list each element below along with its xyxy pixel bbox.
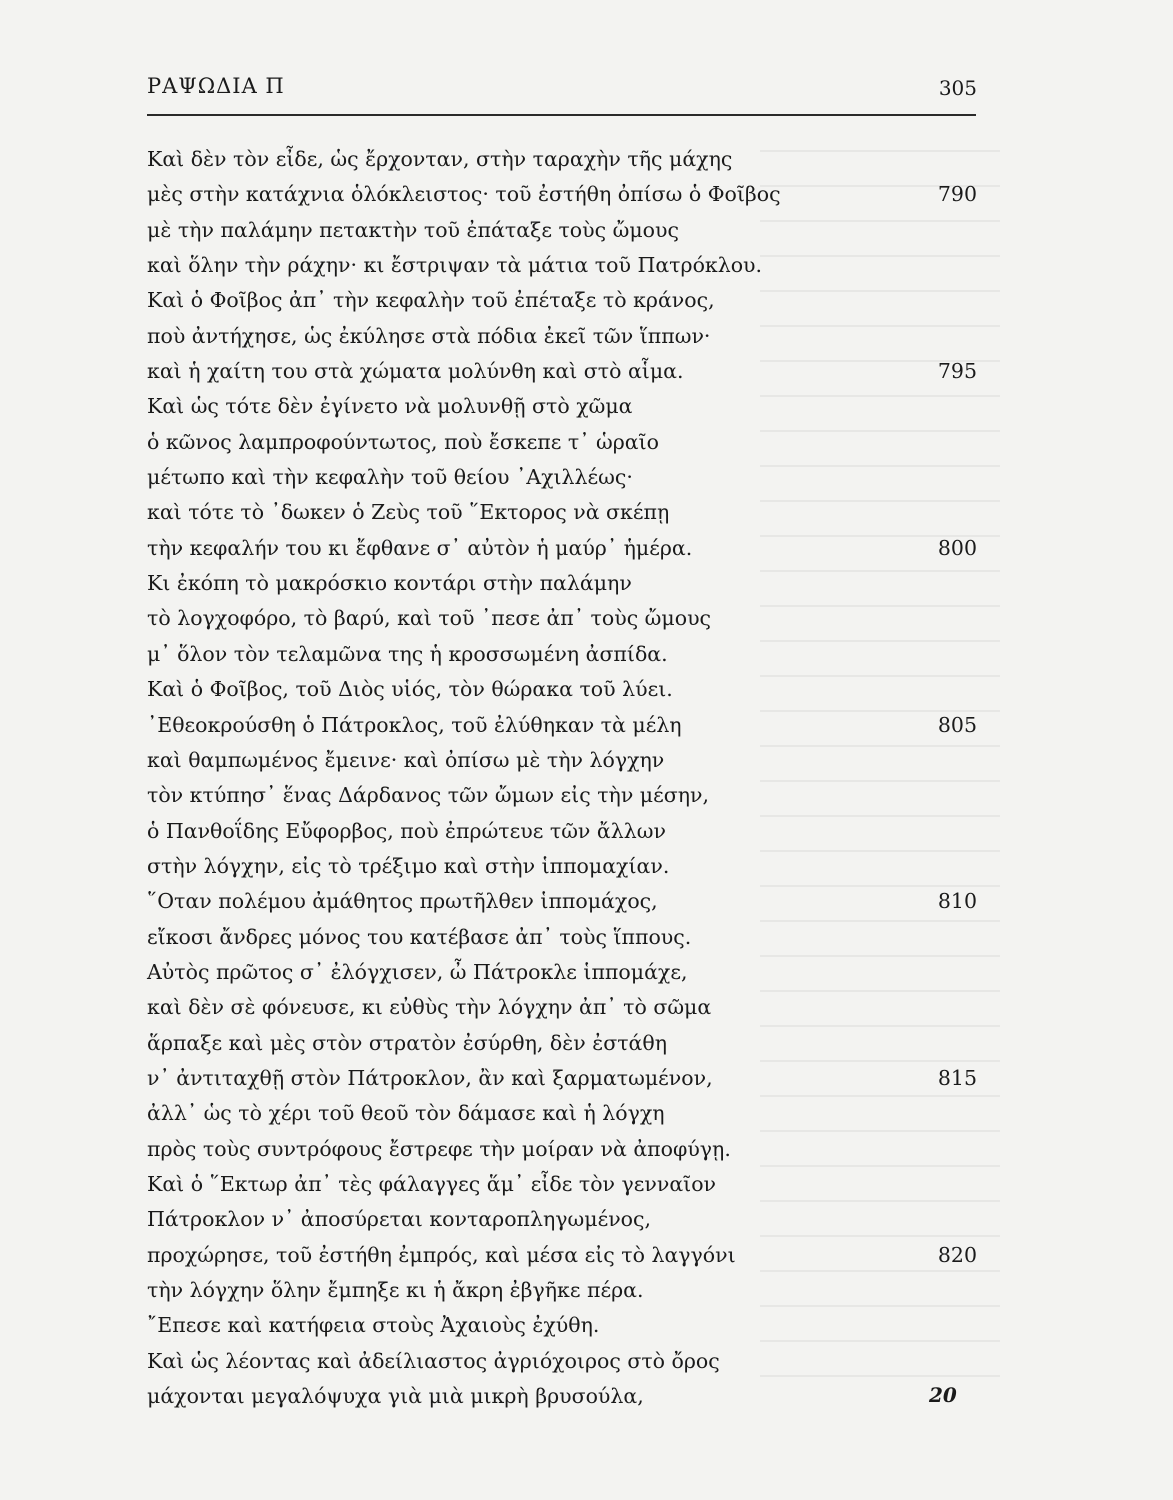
verse-text: προχώρησε, τοῦ ἐστήθη ἐμπρός, καὶ μέσα εἰς τὸ λαγγόνι [147, 1242, 736, 1267]
verse-text: ἅρπαξε καὶ μὲς στὸν στρατὸν ἐσύρθη, δὲν ἐστάθη [147, 1030, 668, 1055]
verse-text: τὸν κτύπησ᾽ ἕνας Δάρδανος τῶν ὤμων εἰς τὴν μέσην, [147, 783, 710, 808]
verse-text: ῞Οταν πολέμου ἀμάθητος πρωτῆλθεν ἱππομάχος, [147, 889, 658, 914]
signature-mark: 20 [929, 1383, 957, 1407]
verse-line [147, 778, 977, 813]
verse-text: καὶ τότε τὸ ᾿δωκεν ὁ Ζεὺς τοῦ ῞Εκτορος νὰ σκέπῃ [147, 500, 670, 525]
line-number: 820 [937, 1242, 977, 1267]
verse-text: Κι ἐκόπη τὸ μακρόσκιο κοντάρι στὴν παλάμην [147, 571, 632, 596]
line-number: 810 [937, 889, 977, 914]
verse-text: ῎Επεσε καὶ κατήφεια στοὺς Ἀχαιοὺς ἐχύθη. [147, 1313, 600, 1338]
verse-line [147, 389, 977, 424]
verse-line [147, 531, 977, 566]
verse-text: τὸ λογχοφόρο, τὸ βαρύ, καὶ τοῦ ᾿πεσε ἀπ᾽ τοὺς ὤμους [147, 606, 712, 631]
verse-text: καὶ δὲν σὲ φόνευσε, κι εὐθὺς τὴν λόγχην ἀπ᾽ τὸ σῶμα [147, 995, 712, 1020]
verse-text: καὶ ὅλην τὴν ράχην· κι ἔστριψαν τὰ μάτια τοῦ Πατρόκλου. [147, 253, 763, 278]
verse-line [147, 142, 977, 177]
verse-line [147, 354, 977, 389]
verse-text: μ᾽ ὅλον τὸν τελαμῶνα της ἡ κροσσωμένη ἀσπίδα. [147, 641, 668, 666]
verse-line [147, 248, 977, 283]
verse-text: μὲς στὴν κατάχνια ὁλόκλειστος· τοῦ ἐστήθη ὀπίσω ὁ Φοῖβος [147, 182, 781, 207]
verse-text: Καὶ ὁ Φοῖβος ἀπ᾽ τὴν κεφαλὴν τοῦ ἐπέταξε τὸ κράνος, [147, 288, 715, 313]
verse-text: Καὶ δὲν τὸν εἶδε, ὡς ἔρχονταν, στὴν ταραχὴν τῆς μάχης [147, 147, 733, 171]
page-header [147, 74, 977, 110]
line-number: 795 [937, 359, 977, 384]
verse-text: Πάτροκλον ν᾽ ἀποσύρεται κονταροπληγωμένος, [147, 1207, 651, 1232]
verse-line [147, 1132, 977, 1167]
verse-text: μάχονται μεγαλόψυχα γιὰ μιὰ μικρὴ βρυσούλα, [147, 1384, 644, 1409]
verse-text: καὶ ἡ χαίτη του στὰ χώματα μολύνθη καὶ στὸ αἷμα. [147, 359, 684, 384]
verse-line [147, 1273, 977, 1308]
verse-text: μὲ τὴν παλάμην πετακτὴν τοῦ ἐπάταξε τοὺς ὤμους [147, 217, 679, 242]
verse-text: πρὸς τοὺς συντρόφους ἔστρεφε τὴν μοίραν νὰ ἀποφύγῃ. [147, 1136, 731, 1161]
verse-line [147, 283, 977, 318]
verse-line [147, 1096, 977, 1131]
verse-list [147, 142, 977, 1414]
verse-line [147, 425, 977, 460]
verse-line [147, 1167, 977, 1202]
verse-line [147, 1379, 977, 1414]
line-number: 800 [937, 535, 977, 560]
verse-text: ὁ κῶνος λαμπροφούντωτος, ποὺ ἔσκεπε τ᾽ ὡραῖο [147, 429, 660, 454]
verse-line [147, 708, 977, 743]
verse-line [147, 495, 977, 530]
verse-line [147, 1344, 977, 1379]
line-number: 805 [937, 712, 977, 737]
verse-text: ὁ Πανθοΐδης Εὔφορβος, ποὺ ἐπρώτευε τῶν ἄλλων [147, 818, 666, 843]
verse-line [147, 884, 977, 919]
verse-text: ἀλλ᾽ ὡς τὸ χέρι τοῦ θεοῦ τὸν δάμασε καὶ ἡ λόγχη [147, 1101, 665, 1126]
verse-text: μέτωπο καὶ τὴν κεφαλὴν τοῦ θείου ᾿Αχιλλέως· [147, 465, 633, 490]
verse-line [147, 1061, 977, 1096]
verse-text: στὴν λόγχην, εἰς τὸ τρέξιμο καὶ στὴν ἱππομαχίαν. [147, 853, 670, 878]
verse-line [147, 743, 977, 778]
verse-text: Καὶ ὡς τότε δὲν ἐγίνετο νὰ μολυνθῇ στὸ χῶμα [147, 394, 633, 419]
header-rule [147, 114, 976, 116]
verse-line [147, 955, 977, 990]
verse-line [147, 601, 977, 636]
verse-line [147, 814, 977, 849]
verse-line [147, 920, 977, 955]
verse-line [147, 1202, 977, 1237]
line-number: 815 [937, 1065, 977, 1090]
verse-line [147, 177, 977, 212]
verse-text: τὴν κεφαλήν του κι ἔφθανε σ᾽ αὐτὸν ἡ μαύρ᾽ ἡμέρα. [147, 535, 693, 560]
verse-line [147, 849, 977, 884]
verse-line [147, 1308, 977, 1343]
verse-text: ᾿Εθεοκρούσθη ὁ Πάτροκλος, τοῦ ἐλύθηκαν τὰ μέλη [147, 712, 682, 737]
verse-text: Καὶ ὡς λέοντας καὶ ἀδείλιαστος ἀγριόχοιρος στὸ ὄρος [147, 1348, 720, 1373]
verse-text: καὶ θαμπωμένος ἔμεινε· καὶ ὀπίσω μὲ τὴν λόγχην [147, 747, 665, 772]
verse-text: ν᾽ ἀντιταχθῇ στὸν Πάτροκλον, ἂν καὶ ξαρματωμένον, [147, 1065, 713, 1090]
verse-line [147, 1238, 977, 1273]
verse-line [147, 213, 977, 248]
running-head: ΡΑΨΩΔΙΑ Π [147, 74, 285, 98]
verse-line [147, 460, 977, 495]
verse-line [147, 672, 977, 707]
verse-line [147, 637, 977, 672]
verse-text: τὴν λόγχην ὅλην ἔμπηξε κι ἡ ἄκρη ἐβγῆκε πέρα. [147, 1278, 644, 1302]
verse-line [147, 566, 977, 601]
verse-text: εἴκοσι ἄνδρες μόνος του κατέβασε ἀπ᾽ τοὺς ἵππους. [147, 924, 692, 949]
verse-line [147, 990, 977, 1025]
verse-line [147, 1026, 977, 1061]
verse-text: Καὶ ὁ ῞Εκτωρ ἀπ᾽ τὲς φάλαγγες ἅμ᾽ εἶδε τὸν γενναῖον [147, 1171, 717, 1196]
line-number: 790 [937, 182, 977, 207]
verse-line [147, 319, 977, 354]
verse-text: Αὐτὸς πρῶτος σ᾽ ἐλόγχισεν, ὦ Πάτροκλε ἱππομάχε, [147, 959, 688, 984]
page-number: 305 [938, 76, 977, 100]
verse-text: Καὶ ὁ Φοῖβος, τοῦ Διὸς υἱός, τὸν θώρακα τοῦ λύει. [147, 677, 673, 702]
verse-text: ποὺ ἀντήχησε, ὡς ἐκύλησε στὰ πόδια ἐκεῖ τῶν ἵππων· [147, 323, 711, 348]
